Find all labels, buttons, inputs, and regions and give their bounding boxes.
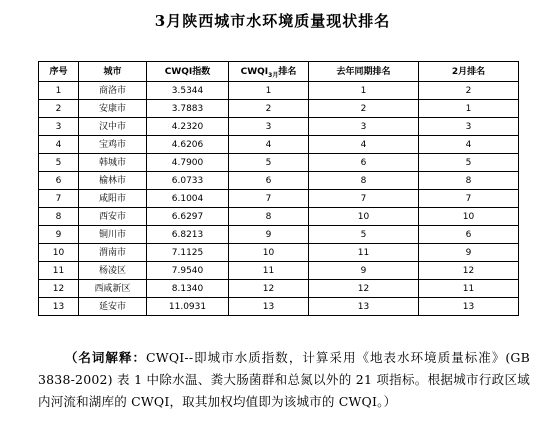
row-rank: 5 — [229, 154, 309, 172]
row-cwqi: 7.9540 — [147, 262, 229, 280]
row-last-year-rank: 6 — [309, 154, 419, 172]
row-feb-rank: 13 — [419, 298, 519, 316]
row-last-year-rank: 11 — [309, 244, 419, 262]
row-city: 西安市 — [79, 208, 147, 226]
row-last-year-rank: 10 — [309, 208, 419, 226]
header-cwqi-rank-base: CWQI — [240, 66, 269, 77]
row-city: 商洛市 — [79, 82, 147, 100]
row-rank: 3 — [229, 118, 309, 136]
table-row — [39, 208, 519, 226]
row-rank: 12 — [229, 280, 309, 298]
row-seq: 11 — [39, 262, 79, 280]
row-feb-rank: 1 — [419, 100, 519, 118]
header-last-year-rank: 去年同期排名 — [309, 62, 419, 82]
row-city: 延安市 — [79, 298, 147, 316]
row-city: 宝鸡市 — [79, 136, 147, 154]
row-cwqi: 6.6297 — [147, 208, 229, 226]
table-row — [39, 262, 519, 280]
row-last-year-rank: 3 — [309, 118, 419, 136]
row-cwqi: 4.2320 — [147, 118, 229, 136]
row-cwqi: 11.0931 — [147, 298, 229, 316]
row-rank: 2 — [229, 100, 309, 118]
row-seq: 9 — [39, 226, 79, 244]
row-seq: 6 — [39, 172, 79, 190]
row-cwqi: 4.6206 — [147, 136, 229, 154]
row-last-year-rank: 4 — [309, 136, 419, 154]
table-row — [39, 172, 519, 190]
row-feb-rank: 8 — [419, 172, 519, 190]
table-row — [39, 226, 519, 244]
row-feb-rank: 5 — [419, 154, 519, 172]
row-last-year-rank: 1 — [309, 82, 419, 100]
row-feb-rank: 4 — [419, 136, 519, 154]
row-rank: 4 — [229, 136, 309, 154]
row-feb-rank: 12 — [419, 262, 519, 280]
term-definition: CWQI--即城市水质指数，计算采用《地表水环境质量标准》(GB 3838-2002) 表 1 中除水温、粪大肠菌群和总氮以外的 21 项指标。根据城市行政区域内河流和湖库的 CWQI，取其加权均值即为该城市的 CWQI。） — [38, 350, 530, 409]
row-seq: 1 — [39, 82, 79, 100]
row-rank: 6 — [229, 172, 309, 190]
row-seq: 13 — [39, 298, 79, 316]
table-row — [39, 280, 519, 298]
header-cwqi-index: CWQI指数 — [147, 62, 229, 82]
row-feb-rank: 3 — [419, 118, 519, 136]
row-rank: 13 — [229, 298, 309, 316]
row-cwqi: 6.0733 — [147, 172, 229, 190]
row-cwqi: 7.1125 — [147, 244, 229, 262]
row-cwqi: 3.7883 — [147, 100, 229, 118]
header-cwqi-rank-tail: 排名 — [278, 66, 297, 77]
row-seq: 4 — [39, 136, 79, 154]
table-row — [39, 298, 519, 316]
row-cwqi: 6.8213 — [147, 226, 229, 244]
row-city: 安康市 — [79, 100, 147, 118]
header-cwqi-rank-sub: 3月 — [268, 71, 279, 79]
row-cwqi: 3.5344 — [147, 82, 229, 100]
row-feb-rank: 2 — [419, 82, 519, 100]
table-row — [39, 244, 519, 262]
row-city: 杨凌区 — [79, 262, 147, 280]
row-cwqi: 6.1004 — [147, 190, 229, 208]
header-cwqi-rank — [229, 62, 309, 82]
header-seq: 序号 — [39, 62, 79, 82]
row-city: 咸阳市 — [79, 190, 147, 208]
page-title: 3月陕西城市水环境质量现状排名 — [154, 12, 391, 30]
row-city: 榆林市 — [79, 172, 147, 190]
row-feb-rank: 11 — [419, 280, 519, 298]
row-city: 铜川市 — [79, 226, 147, 244]
row-seq: 2 — [39, 100, 79, 118]
term-label: （名词解释： — [64, 350, 147, 365]
row-feb-rank: 7 — [419, 190, 519, 208]
row-last-year-rank: 7 — [309, 190, 419, 208]
table-header-row — [39, 62, 519, 82]
header-city: 城市 — [79, 62, 147, 82]
row-seq: 10 — [39, 244, 79, 262]
row-rank: 8 — [229, 208, 309, 226]
row-last-year-rank: 12 — [309, 280, 419, 298]
row-city: 渭南市 — [79, 244, 147, 262]
row-rank: 7 — [229, 190, 309, 208]
table-row — [39, 136, 519, 154]
table-row — [39, 118, 519, 136]
row-last-year-rank: 5 — [309, 226, 419, 244]
row-last-year-rank: 9 — [309, 262, 419, 280]
ranking-table — [38, 61, 519, 316]
row-rank: 1 — [229, 82, 309, 100]
row-seq: 8 — [39, 208, 79, 226]
row-feb-rank: 10 — [419, 208, 519, 226]
header-feb-rank: 2月排名 — [419, 62, 519, 82]
row-seq: 3 — [39, 118, 79, 136]
table-row — [39, 154, 519, 172]
row-city: 韩城市 — [79, 154, 147, 172]
row-last-year-rank: 8 — [309, 172, 419, 190]
row-last-year-rank: 13 — [309, 298, 419, 316]
row-rank: 9 — [229, 226, 309, 244]
row-last-year-rank: 2 — [309, 100, 419, 118]
row-cwqi: 8.1340 — [147, 280, 229, 298]
row-seq: 7 — [39, 190, 79, 208]
row-seq: 5 — [39, 154, 79, 172]
table-row — [39, 190, 519, 208]
row-rank: 10 — [229, 244, 309, 262]
table-row — [39, 82, 519, 100]
row-feb-rank: 6 — [419, 226, 519, 244]
row-rank: 11 — [229, 262, 309, 280]
row-feb-rank: 9 — [419, 244, 519, 262]
row-seq: 12 — [39, 280, 79, 298]
row-city: 西咸新区 — [79, 280, 147, 298]
row-cwqi: 4.7900 — [147, 154, 229, 172]
term-explanation — [38, 347, 530, 413]
table-row — [39, 100, 519, 118]
row-city: 汉中市 — [79, 118, 147, 136]
